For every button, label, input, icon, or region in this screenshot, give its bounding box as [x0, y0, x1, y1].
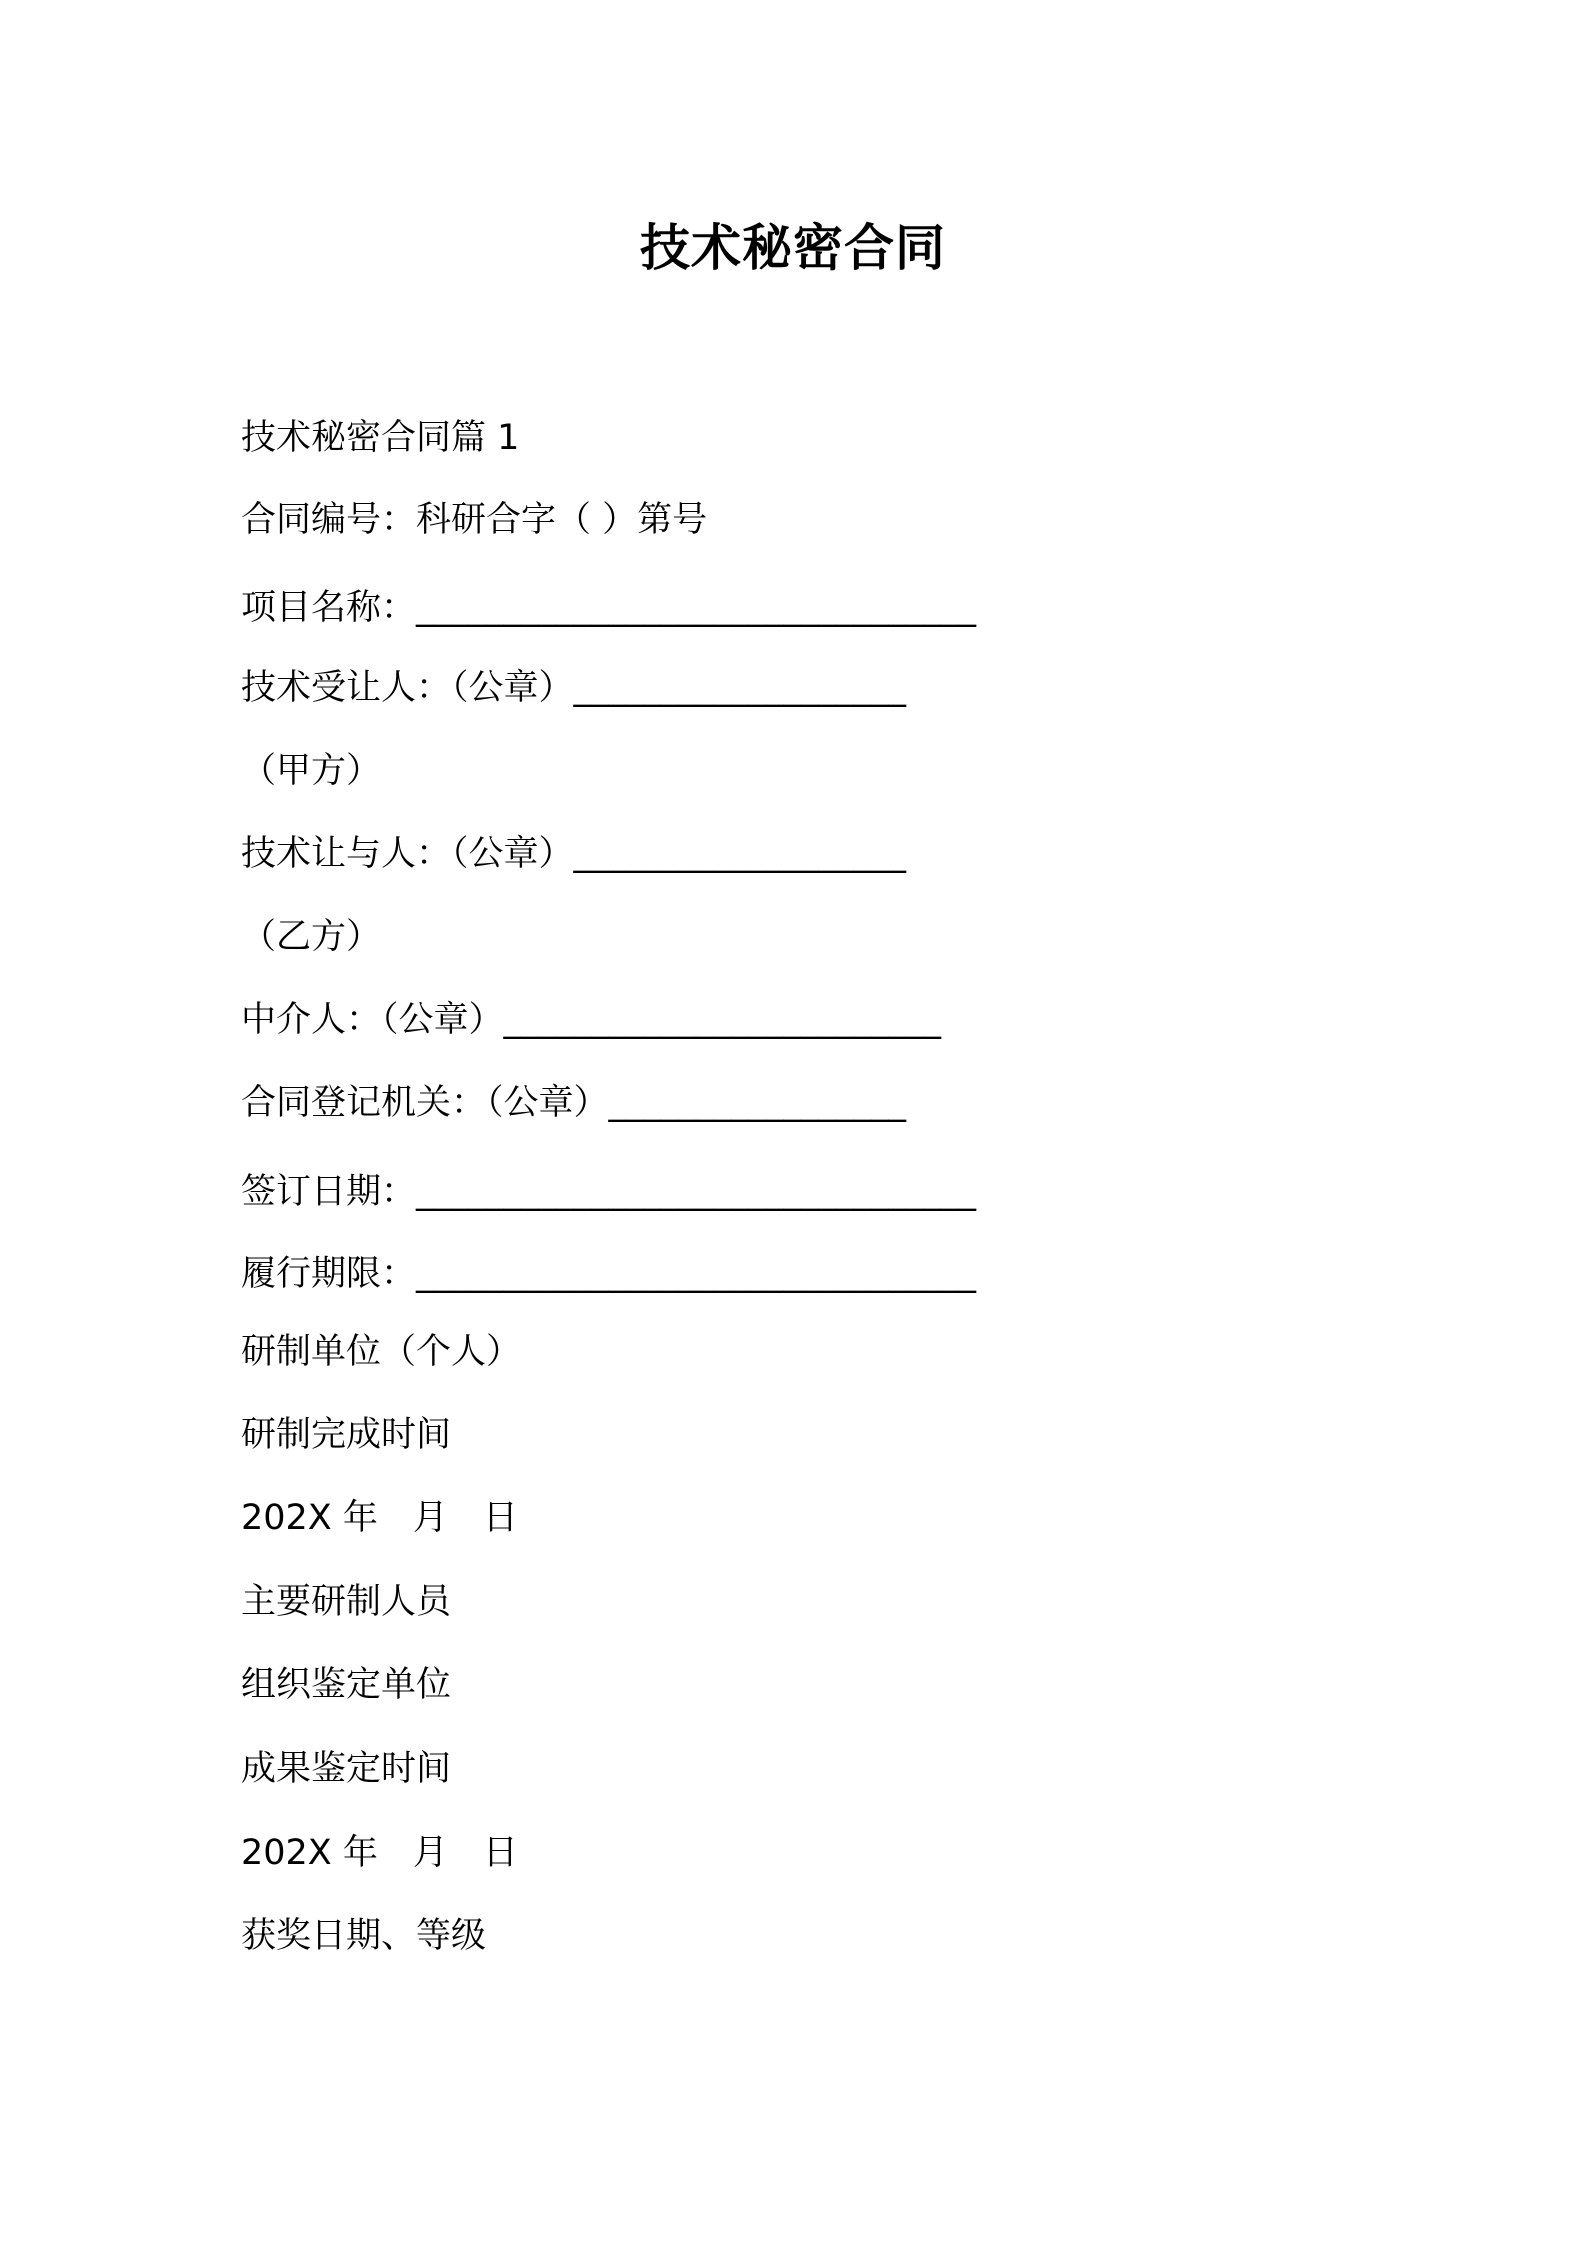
- transferee-line: 技术受让人：（公章）___________________: [241, 668, 907, 708]
- appraisal-time-line: 成果鉴定时间: [241, 1749, 452, 1789]
- contract-number-line: 合同编号：科研合字（ ）第号: [241, 500, 708, 540]
- appraisal-date-line: 202X 年 月 日: [241, 1833, 518, 1873]
- section-heading: 技术秘密合同篇 1: [241, 418, 520, 458]
- completion-date-line: 202X 年 月 日: [241, 1498, 518, 1538]
- developer-unit-line: 研制单位（个人）: [241, 1332, 522, 1372]
- party-b-label: （乙方）: [241, 917, 382, 957]
- performance-period-line: 履行期限：________________________________: [241, 1254, 977, 1294]
- document-title: 技术秘密合同: [640, 219, 946, 277]
- award-date-level-line: 获奖日期、等级: [241, 1916, 487, 1956]
- project-name-line: 项目名称：________________________________: [241, 588, 977, 628]
- main-developers-line: 主要研制人员: [241, 1582, 452, 1622]
- signing-date-line: 签订日期：________________________________: [241, 1172, 977, 1212]
- party-a-label: （甲方）: [241, 751, 382, 791]
- completion-time-line: 研制完成时间: [241, 1415, 452, 1455]
- intermediary-line: 中介人：（公章）_________________________: [241, 1000, 942, 1040]
- transferor-line: 技术让与人：（公章）___________________: [241, 834, 907, 874]
- registration-authority-line: 合同登记机关：（公章）_________________: [241, 1083, 907, 1123]
- appraisal-unit-line: 组织鉴定单位: [241, 1665, 452, 1705]
